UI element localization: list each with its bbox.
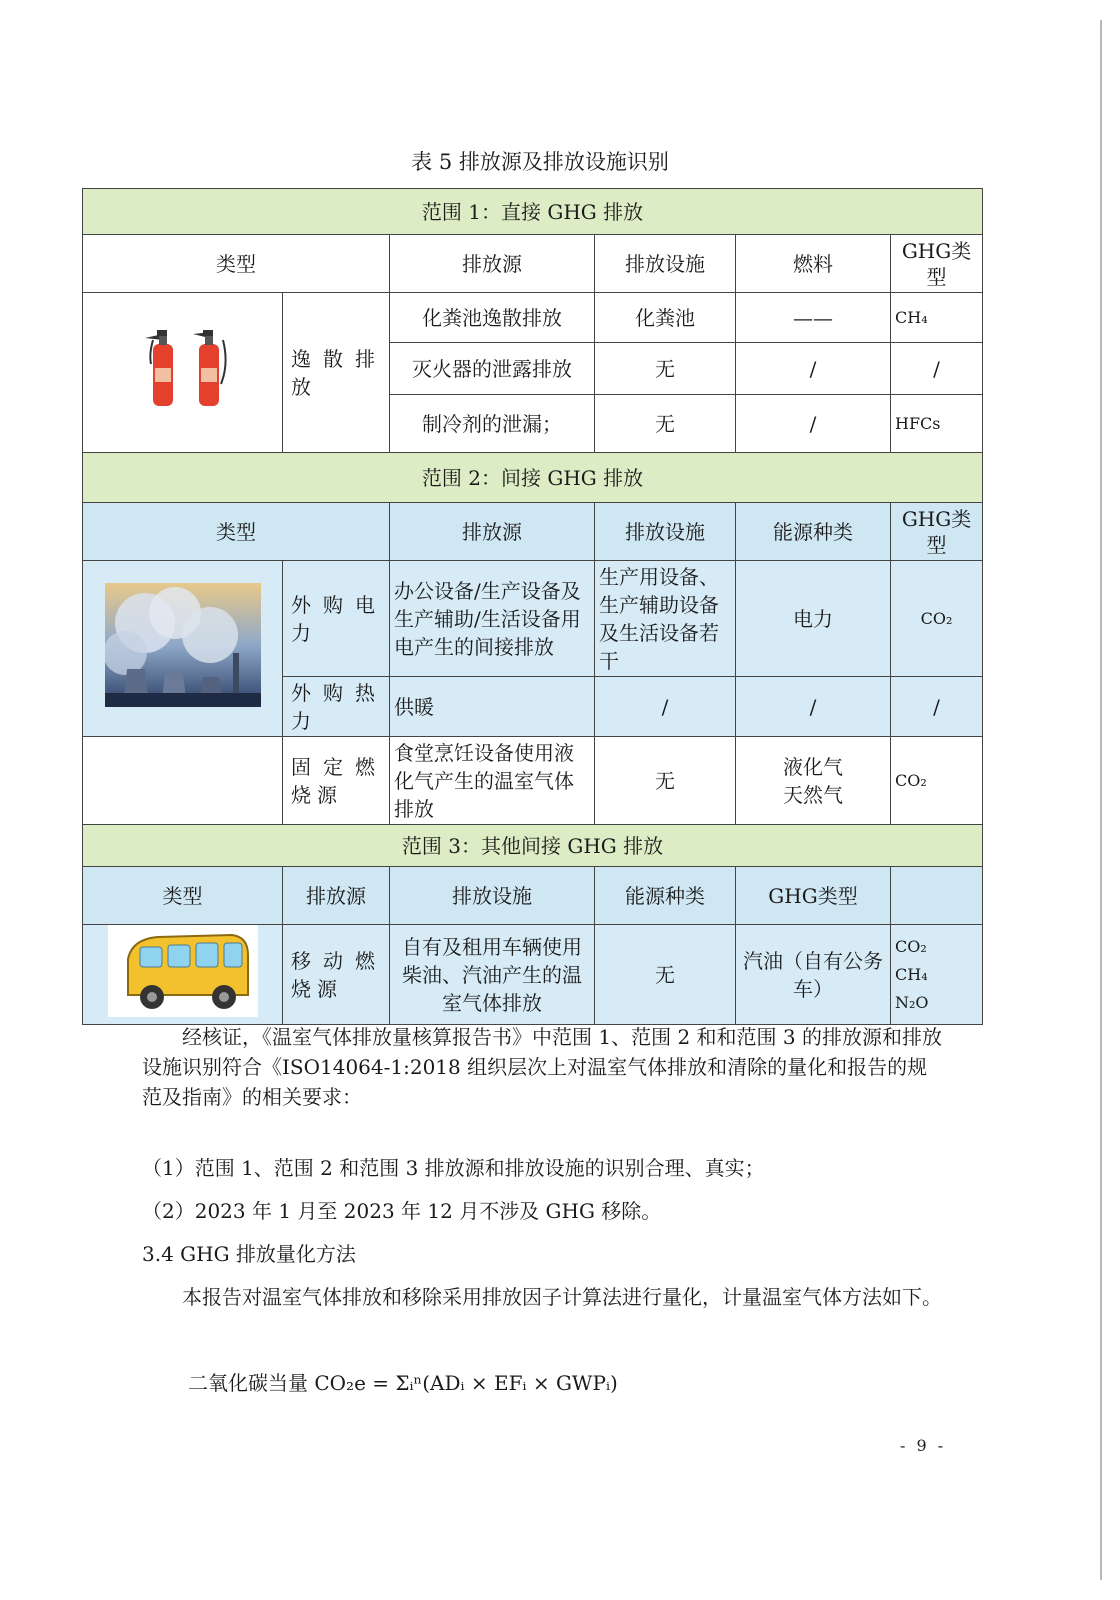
paragraph-method: 本报告对温室气体排放和移除采用排放因子计算法进行量化，计量温室气体方法如下。 xyxy=(182,1285,942,1309)
header-energy: 能源种类 xyxy=(736,503,891,561)
header-facility: 排放设施 xyxy=(390,867,595,925)
table-caption: 表 5 排放源及排放设施识别 xyxy=(411,150,669,174)
paragraph-verification: 经核证，《温室气体排放量核算报告书》中范围 1、范围 2 和和范围 3 的排放源和排放设施识别符合《ISO14064-1:2018 组织层次上对温室气体排放和清除的量化和报告的规范及指南》的相关要求： xyxy=(142,1025,942,1109)
page-edge xyxy=(1100,20,1102,1580)
table-row xyxy=(83,925,983,1025)
scope1-row2-fuel: / xyxy=(736,343,891,395)
page-number: - 9 - xyxy=(900,1436,947,1455)
scope2-row2-ghg: / xyxy=(891,677,983,737)
scope2-row3-category: 固定燃烧源 xyxy=(283,737,390,825)
scope1-row3-fuel: / xyxy=(736,395,891,453)
scope3-header-row xyxy=(83,867,983,925)
scope2-row1-ghg: CO₂ xyxy=(891,561,983,677)
scope1-row1-ghg: CH₄ xyxy=(891,293,983,343)
scope1-row1-fuel: —— xyxy=(736,293,891,343)
scope1-row1-facility: 化粪池 xyxy=(595,293,736,343)
scope2-row2-category: 外购热力 xyxy=(283,677,390,737)
list-item-2: （2）2023 年 1 月至 2023 年 12 月不涉及 GHG 移除。 xyxy=(142,1199,662,1223)
scope3-title-row xyxy=(83,825,983,867)
formula: 二氧化碳当量 CO₂e = Σᵢⁿ(ADᵢ × EFᵢ × GWPᵢ) xyxy=(188,1371,618,1395)
scope1-header-row xyxy=(83,235,983,293)
scope3-row1-fuel: 汽油（自有公务车） xyxy=(736,925,891,1025)
scope1-row2-facility: 无 xyxy=(595,343,736,395)
scope3-row1-energy: 无 xyxy=(595,925,736,1025)
scope1-row3-source: 制冷剂的泄漏； xyxy=(390,395,595,453)
header-ghg: GHG类型 xyxy=(891,503,983,561)
scope2-row2-source: 供暖 xyxy=(390,677,595,737)
bus-icon xyxy=(108,925,258,1017)
scope2-row3-ghg: CO₂ xyxy=(891,737,983,825)
scope2-row3-energy: 液化气 天然气 xyxy=(736,737,891,825)
header-source: 排放源 xyxy=(390,503,595,561)
header-type: 类型 xyxy=(83,867,283,925)
header-source: 排放源 xyxy=(390,235,595,293)
empty-cell xyxy=(83,737,283,825)
scope2-row2-facility: / xyxy=(595,677,736,737)
scope2-row3-facility: 无 xyxy=(595,737,736,825)
scope2-title-row xyxy=(83,453,983,503)
scope2-row1-facility: 生产用设备、生产辅助设备及生活设备若干 xyxy=(595,561,736,677)
header-ghg: GHG类型 xyxy=(891,235,983,293)
header-energy: 能源种类 xyxy=(595,867,736,925)
scope1-row3-ghg: HFCs xyxy=(891,395,983,453)
bus-image xyxy=(83,925,283,1025)
scope1-title-row xyxy=(83,189,983,235)
header-type: 类型 xyxy=(83,235,390,293)
header-source: 排放源 xyxy=(283,867,390,925)
scope1-category: 逸散排放 xyxy=(283,293,390,453)
fire-extinguisher-image xyxy=(83,293,283,453)
scope2-title: 范围 2：间接 GHG 排放 xyxy=(83,453,983,503)
scope1-title: 范围 1：直接 GHG 排放 xyxy=(83,189,983,235)
fire-extinguisher-icon xyxy=(123,324,243,414)
scope2-row1-energy: 电力 xyxy=(736,561,891,677)
scope3-row1-source: 移动燃烧源 xyxy=(283,925,390,1025)
table-row xyxy=(83,293,983,343)
header-facility: 排放设施 xyxy=(595,235,736,293)
empty-header-cell xyxy=(891,867,983,925)
scope3-row1-ghg: CO₂ CH₄ N₂O xyxy=(891,925,983,1025)
scope2-row3-source: 食堂烹饪设备使用液化气产生的温室气体排放 xyxy=(390,737,595,825)
scope2-row2-energy: / xyxy=(736,677,891,737)
scope2-row1-category: 外购电力 xyxy=(283,561,390,677)
header-fuel: 燃料 xyxy=(736,235,891,293)
header-ghg: GHG类型 xyxy=(736,867,891,925)
power-plant-photo-icon xyxy=(105,583,261,707)
scope1-row2-ghg: / xyxy=(891,343,983,395)
power-plant-image xyxy=(83,561,283,737)
scope2-row1-source: 办公设备/生产设备及生产辅助/生活设备用电产生的间接排放 xyxy=(390,561,595,677)
table-row xyxy=(83,561,983,677)
scope3-title: 范围 3：其他间接 GHG 排放 xyxy=(83,825,983,867)
emission-source-table xyxy=(82,188,983,1025)
list-item-1: （1）范围 1、范围 2 和范围 3 排放源和排放设施的识别合理、真实； xyxy=(142,1156,765,1180)
section-heading: 3.4 GHG 排放量化方法 xyxy=(142,1242,356,1266)
scope2-header-row xyxy=(83,503,983,561)
table-row xyxy=(83,737,983,825)
scope1-row1-source: 化粪池逸散排放 xyxy=(390,293,595,343)
scope3-row1-facility: 自有及租用车辆使用柴油、汽油产生的温室气体排放 xyxy=(390,925,595,1025)
scope1-row3-facility: 无 xyxy=(595,395,736,453)
header-type: 类型 xyxy=(83,503,390,561)
header-facility: 排放设施 xyxy=(595,503,736,561)
scope1-row2-source: 灭火器的泄露排放 xyxy=(390,343,595,395)
